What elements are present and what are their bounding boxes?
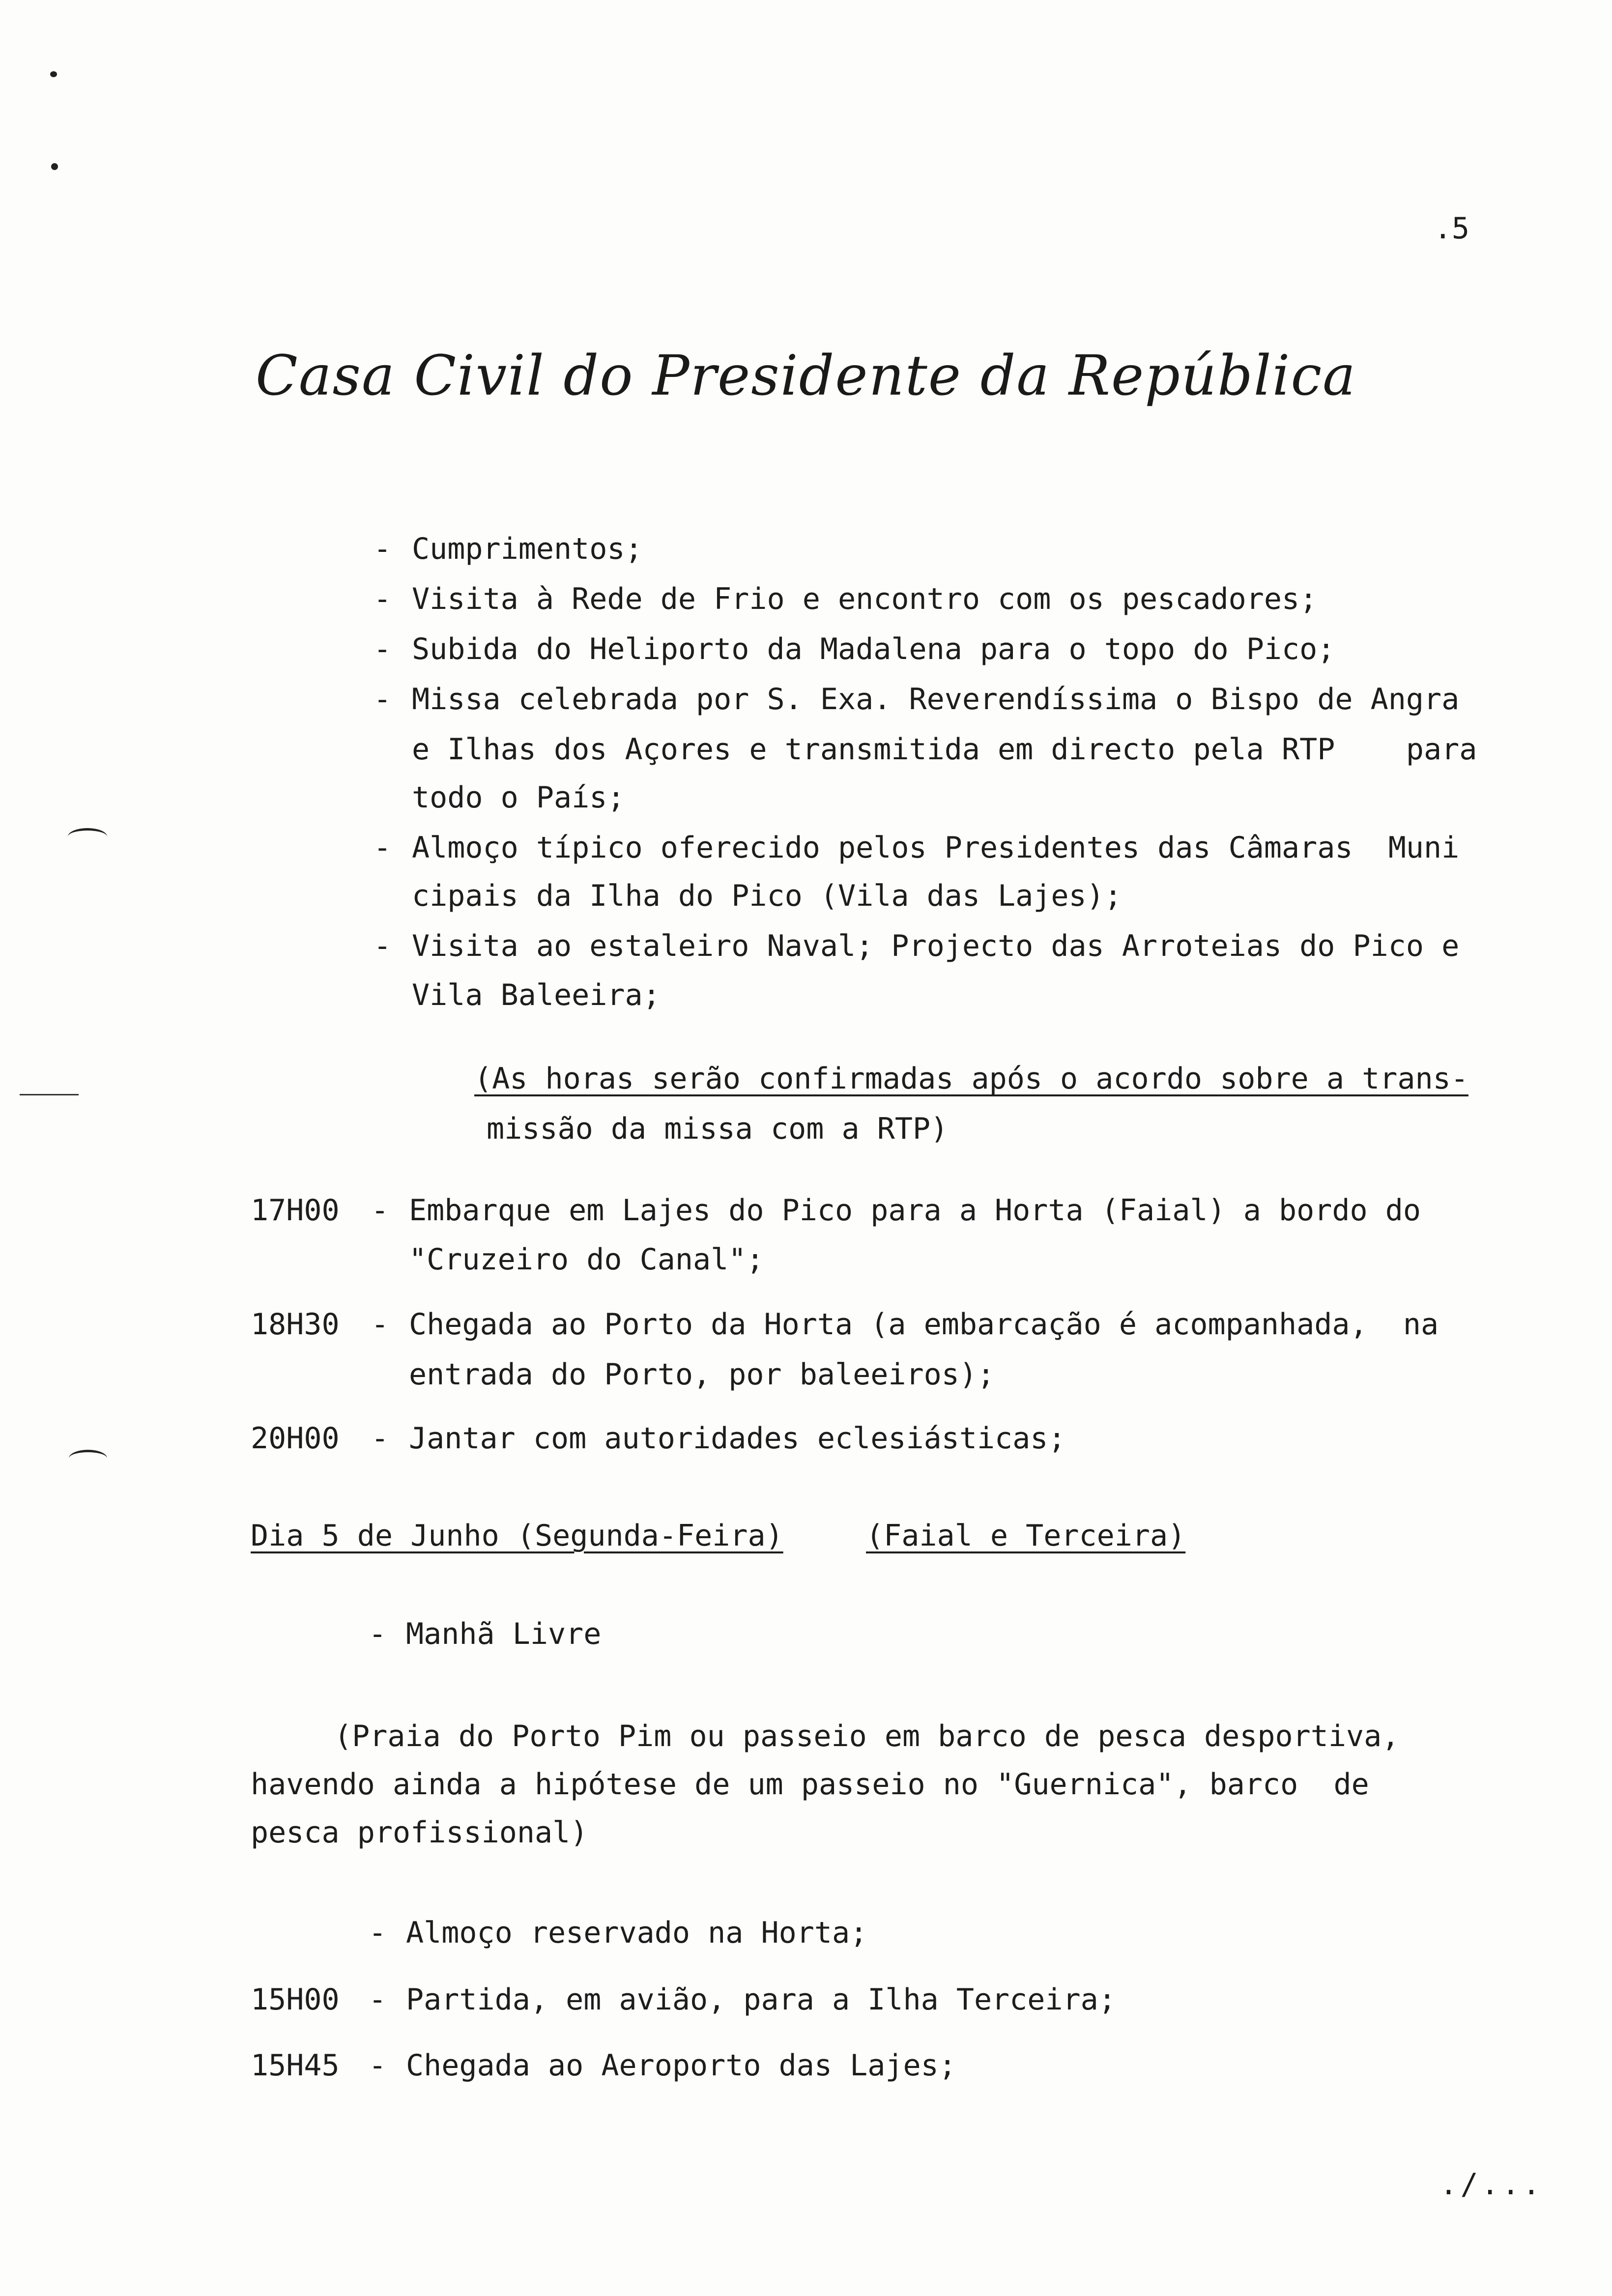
schedule-text: "Cruzeiro do Canal"; [409,1242,764,1277]
day-heading-place: (Faial e Terceira) [866,1519,1186,1553]
schedule-time: 15H45 [251,2048,340,2083]
dash: - [371,1307,389,1342]
list-item: Almoço típico oferecido pelos Presidentes das Câmaras Muni [412,831,1460,865]
hole-punch-mark [69,1450,107,1467]
schedule-text: Partida, em avião, para a Ilha Terceira; [406,1982,1116,2017]
dash: - [374,929,392,963]
letterhead: Casa Civil do Presidente da República [256,344,1356,408]
morning-note: havendo ainda a hipótese de um passeio no "Guernica", barco de [251,1767,1369,1802]
margin-mark [50,71,57,77]
hole-punch-mark [68,828,107,845]
list-item: Visita ao estaleiro Naval; Projecto das Arroteias do Pico e [412,929,1460,963]
continuation-mark: ./... [1439,2167,1543,2202]
dash: - [374,831,392,865]
schedule-text: Chegada ao Porto da Horta (a embarcação é acompanhada, na [409,1307,1439,1342]
morning-note: pesca profissional) [251,1815,588,1850]
list-item: Visita à Rede de Frio e encontro com os pescadores; [412,582,1318,616]
schedule-text: entrada do Porto, por baleeiros); [409,1357,995,1392]
note-line: (As horas serão confirmadas após o acordo sobre a trans- [474,1062,1468,1096]
page-number: .5 [1434,211,1469,246]
dash: - [369,1617,387,1651]
list-item-cont: cipais da Ilha do Pico (Vila das Lajes); [412,879,1122,913]
list-item: Cumprimentos; [412,532,643,566]
dash: - [371,1193,389,1228]
dash: - [374,632,392,666]
lunch-item: Almoço reservado na Horta; [406,1916,868,1950]
fold-mark [20,1094,79,1095]
dash: - [374,582,392,616]
dash: - [374,532,392,566]
morning-note: (Praia do Porto Pim ou passeio em barco de pesca desportiva, [334,1719,1400,1753]
schedule-time: 20H00 [251,1421,340,1456]
day-heading-date: Dia 5 de Junho (Segunda-Feira) [251,1519,783,1553]
dash: - [369,1916,387,1950]
list-item-cont: Vila Baleeira; [412,978,661,1012]
list-item: Missa celebrada por S. Exa. Reverendíssima o Bispo de Angra [412,682,1460,717]
list-item-cont: todo o País; [412,780,625,815]
dash: - [371,1421,389,1456]
list-item: Subida do Heliporto da Madalena para o topo do Pico; [412,632,1335,666]
schedule-time: 17H00 [251,1193,340,1228]
morning-item: Manhã Livre [406,1617,602,1651]
list-item-cont: e Ilhas dos Açores e transmitida em directo pela RTP para [412,732,1477,767]
note-line: missão da missa com a RTP) [487,1112,949,1146]
margin-mark [51,163,58,170]
schedule-text: Chegada ao Aeroporto das Lajes; [406,2048,956,2083]
schedule-text: Jantar com autoridades eclesiásticas; [409,1421,1066,1456]
schedule-text: Embarque em Lajes do Pico para a Horta (Faial) a bordo do [409,1193,1421,1228]
schedule-time: 15H00 [251,1982,340,2017]
dash: - [369,2048,387,2083]
dash: - [374,682,392,717]
schedule-time: 18H30 [251,1307,340,1342]
dash: - [369,1982,387,2017]
